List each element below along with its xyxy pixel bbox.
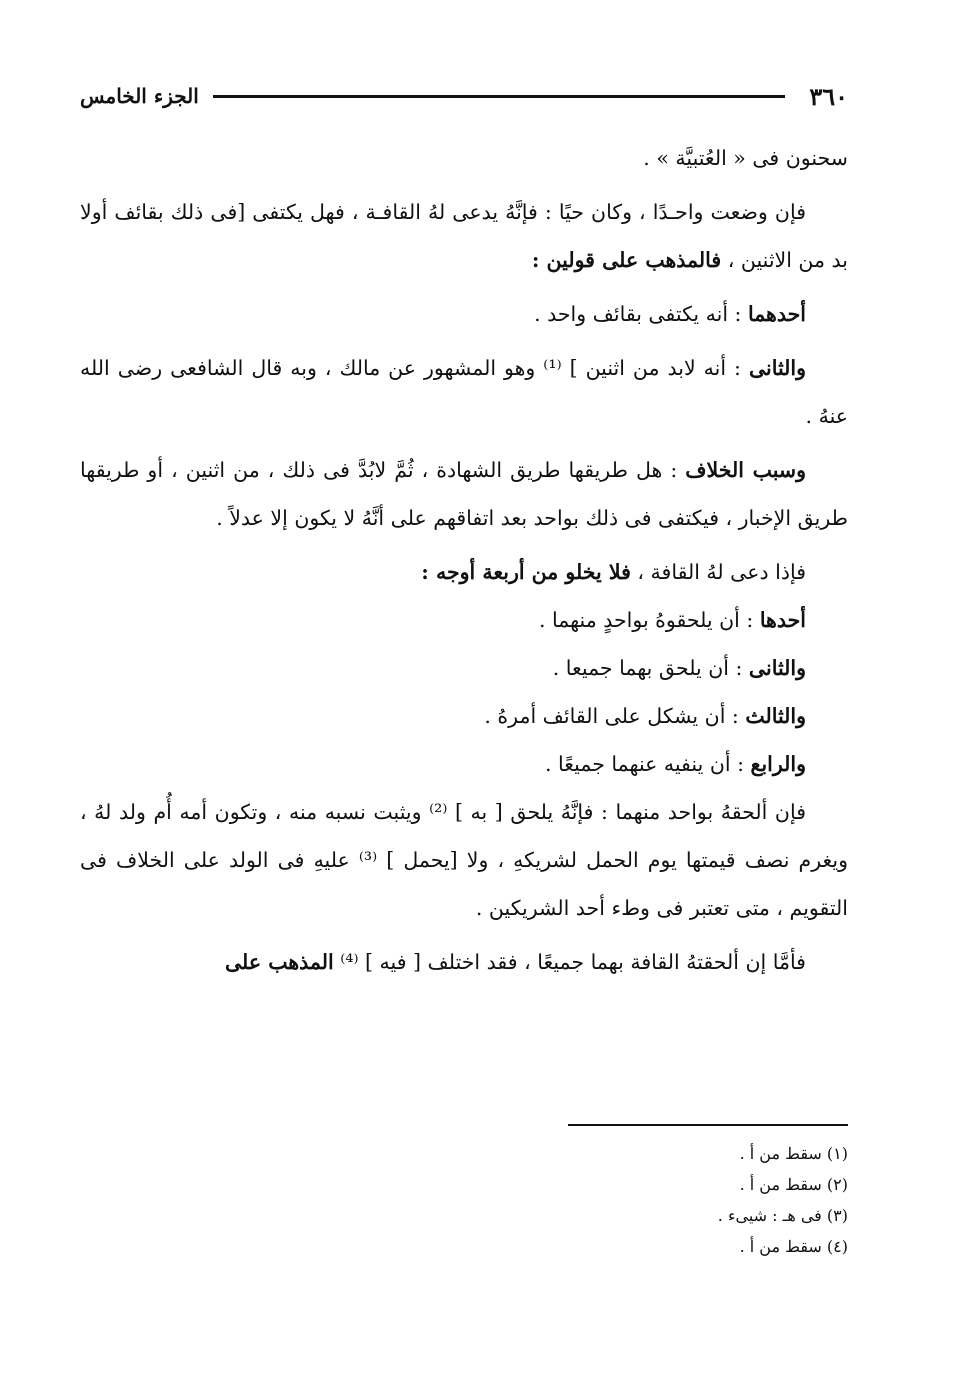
- header-rule: [213, 95, 786, 98]
- page-header: [80, 78, 848, 114]
- paragraph: سحنون فى « العُتبيَّة » .: [643, 146, 848, 170]
- footnote: (٤) سقط من أ .: [739, 1237, 848, 1256]
- footnote: (٣) فى هـ : شيىء .: [717, 1206, 848, 1225]
- paragraph: فأمَّا إن ألحقتهُ القافة بهما جميعًا ، فقد اختلف [ فيه ] ⁽⁴⁾ المذهب على: [224, 950, 806, 974]
- case-item: والثالث : أن يشكل على القائف أمرهُ .: [484, 704, 806, 728]
- footnote: (٢) سقط من أ .: [739, 1175, 848, 1194]
- footnotes: [448, 1138, 848, 1262]
- case-item: والثانى : أن يلحق بهما جميعا .: [552, 656, 806, 680]
- paragraph: والثانى : أنه لابد من اثنين ] ⁽¹⁾ وهو المشهور عن مالك ، وبه قال الشافعى رضى الله عنهُ .: [80, 356, 848, 428]
- footnote-rule: [568, 1124, 848, 1126]
- paragraph: وسبب الخلاف : هل طريقها طريق الشهادة ، ثُمَّ لابُدَّ فى ذلك ، من اثنين ، أو طريقها طريق الإخبار ، فيكتفى فى ذلك بواحد بعد اتفاقهم على أنَّهُ لا يكون إلا عدلاً .: [80, 458, 848, 530]
- footnote: (١) سقط من أ .: [739, 1144, 848, 1163]
- case-item: والرابع : أن ينفيه عنهما جميعًا .: [545, 752, 806, 776]
- main-text: [80, 134, 848, 992]
- running-title: الجزء الخامس: [80, 84, 199, 108]
- case-item: أحدها : أن يلحقوهُ بواحدٍ منهما .: [538, 608, 806, 632]
- paragraph: فإن وضعت واحـدًا ، وكان حيًا : فإنَّهُ يدعى لهُ القافـة ، فهل يكتفى [فى ذلك بقائف أولا بد من الاثنين ، فالمذهب على قولين :: [80, 200, 848, 272]
- paragraph: فإن ألحقهُ بواحد منهما : فإنَّهُ يلحق [ به ] ⁽²⁾ ويثبت نسبه منه ، وتكون أمه أُم ولد لهُ ، ويغرم نصف قيمتها يوم الحمل لشريكهِ ، ولا [يحمل ] ⁽³⁾ عليهِ فى الولد على الخلاف فى التقويم ، متى تعتبر فى وطء أحد الشريكين .: [80, 800, 848, 920]
- paragraph: فإذا دعى لهُ القافة ، فلا يخلو من أربعة أوجه :: [421, 560, 806, 584]
- paragraph: أحدهما : أنه يكتفى بقائف واحد .: [534, 302, 806, 326]
- page-number: ٣٦٠: [809, 81, 848, 111]
